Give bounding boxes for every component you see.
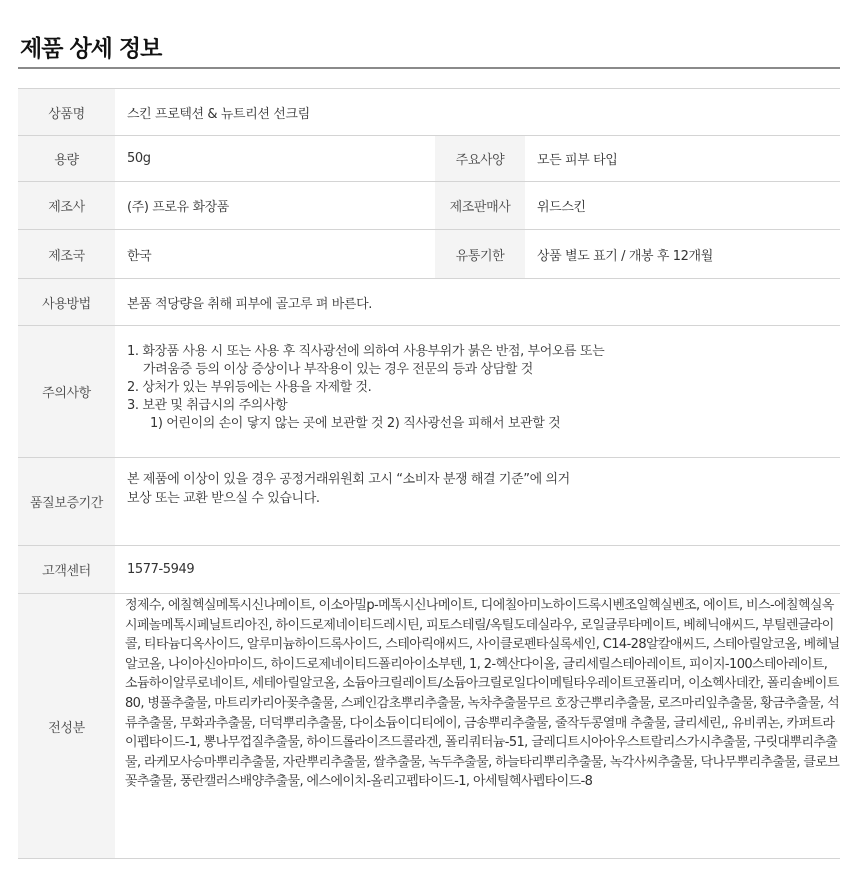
spec-value: 모든 피부 타입	[537, 153, 618, 168]
caution-line: 1) 어린이의 손이 닿지 않는 곳에 보관할 것 2) 직사광선을 피해서 보관할 것	[150, 416, 561, 431]
spec-label: 용량	[18, 136, 115, 181]
spec-label: 사용방법	[18, 279, 115, 325]
spec-value: 위드스킨	[537, 200, 586, 215]
spec-row-ingredients	[18, 593, 840, 859]
ingredients-text: 정제수, 에칠헥실메톡시신나메이트, 이소아밀p-메톡시신나메이트, 디에칠아미노하이드록시벤조일헥실벤조, 에이트, 비스-에칠헥실옥시페놀메톡시페닐트리아진, 하이드로제네이티드레시틴, 피토스테릴/옥틸도데실라우, 로일글루타메이트, 베헤닉애씨드, 부틸렌글라이콜, 티타늄디옥사이드, 알루미늄하이드록사이드, 스테아릭애씨드, 사이클로펜타실록세인, C14-28알칼애씨드, 스테아릴알코올, 베헤닐알코올, 나이아신아마이드, 하이드로제네이티드폴리아이소부텐, 1, 2-헥산다이올, 글리세릴스테아레이트, 피이지-100스테아레이트, 소듐하이알루로네이트, 세테아릴알코올, 소듐아크릴레이트/소듐아크릴로일다이메틸타우레이트코폴리머, 이소헥사데칸, 폴리솔베이트80, 병풀추출물, 마트리카리아꽃추출물, 스페인감초뿌리추출물, 녹차추출물무르 호장근뿌리추출물, 로즈마리잎추출물, 황금추출물, 석류추출물, 무화과추출물, 더덕뿌리추출물, 다이소듐이디티에이, 금송뿌리추출물, 줄작두콩열매 추출물, 글리세린,, 유비퀴논, 카퍼트라이펩타이드-1, 뽕나무껍질추출물, 하이드롤라이즈드콜라겐, 폴리쿼터늄-51, 글레디트시아아우스트랄리스가시추출물, 구릿대뿌리추출물, 라케모사승마뿌리추출물, 자란뿌리추출물, 쌀추출물, 녹두추출물, 하늘타리뿌리추출물, 녹각사씨추출물, 닥나무뿌리추출물, 클로브꽃추출물, 풍란캘러스배양추출물, 에스에이치-올리고펩타이드-1, 아세틸헥사펩타이드-8	[125, 598, 840, 790]
spec-label: 제조판매사	[435, 182, 525, 229]
spec-value: 한국	[127, 248, 152, 264]
spec-value	[115, 594, 840, 858]
spec-label: 상품명	[18, 89, 115, 135]
spec-label: 주의사항	[18, 326, 115, 457]
spec-value: 스킨 프로텍션 & 뉴트리션 선크림	[127, 106, 310, 122]
spec-row-cautions	[18, 325, 840, 457]
spec-row-quality	[18, 457, 840, 545]
spec-label: 제조사	[18, 182, 115, 229]
spec-row-country	[18, 229, 840, 278]
quality-line: 본 제품에 이상이 있을 경우 공정거래위원회 고시 “소비자 분쟁 해결 기준”에 의거	[127, 472, 570, 487]
spec-value: 1577-5949	[127, 562, 195, 577]
caution-line: 2. 상처가 있는 부위등에는 사용을 자제할 것.	[127, 380, 372, 395]
spec-label: 제조국	[18, 230, 115, 278]
caution-line: 가려움증 등의 이상 증상이나 부작용이 있는 경우 전문의 등과 상담할 것	[143, 362, 533, 377]
spec-row-product-name	[18, 88, 840, 135]
caution-line: 1. 화장품 사용 시 또는 사용 후 직사광선에 의하여 사용부위가 붉은 반점, 부어오름 또는	[127, 344, 605, 359]
spec-value: 50g	[127, 151, 151, 166]
spec-label: 전성분	[18, 594, 115, 858]
spec-row-customer-center	[18, 545, 840, 593]
spec-value: 본품 적당량을 취해 피부에 골고루 펴 바른다.	[127, 296, 372, 312]
spec-row-usage	[18, 278, 840, 325]
title-divider	[18, 67, 840, 69]
spec-table	[18, 88, 840, 859]
spec-row-capacity	[18, 135, 840, 181]
spec-label: 고객센터	[18, 546, 115, 593]
spec-value	[115, 326, 840, 457]
spec-value	[115, 458, 840, 545]
page-title: 제품 상세 정보	[20, 36, 162, 62]
spec-row-manufacturer	[18, 181, 840, 229]
spec-value: 상품 별도 표기 / 개봉 후 12개월	[537, 248, 713, 264]
spec-label: 품질보증기간	[18, 458, 115, 545]
spec-label: 주요사양	[435, 136, 525, 181]
spec-value: (주) 프로유 화장품	[127, 200, 229, 215]
quality-line: 보상 또는 교환 받으실 수 있습니다.	[127, 491, 320, 506]
caution-line: 3. 보관 및 취급시의 주의사항	[127, 398, 288, 413]
spec-label: 유통기한	[435, 230, 525, 278]
